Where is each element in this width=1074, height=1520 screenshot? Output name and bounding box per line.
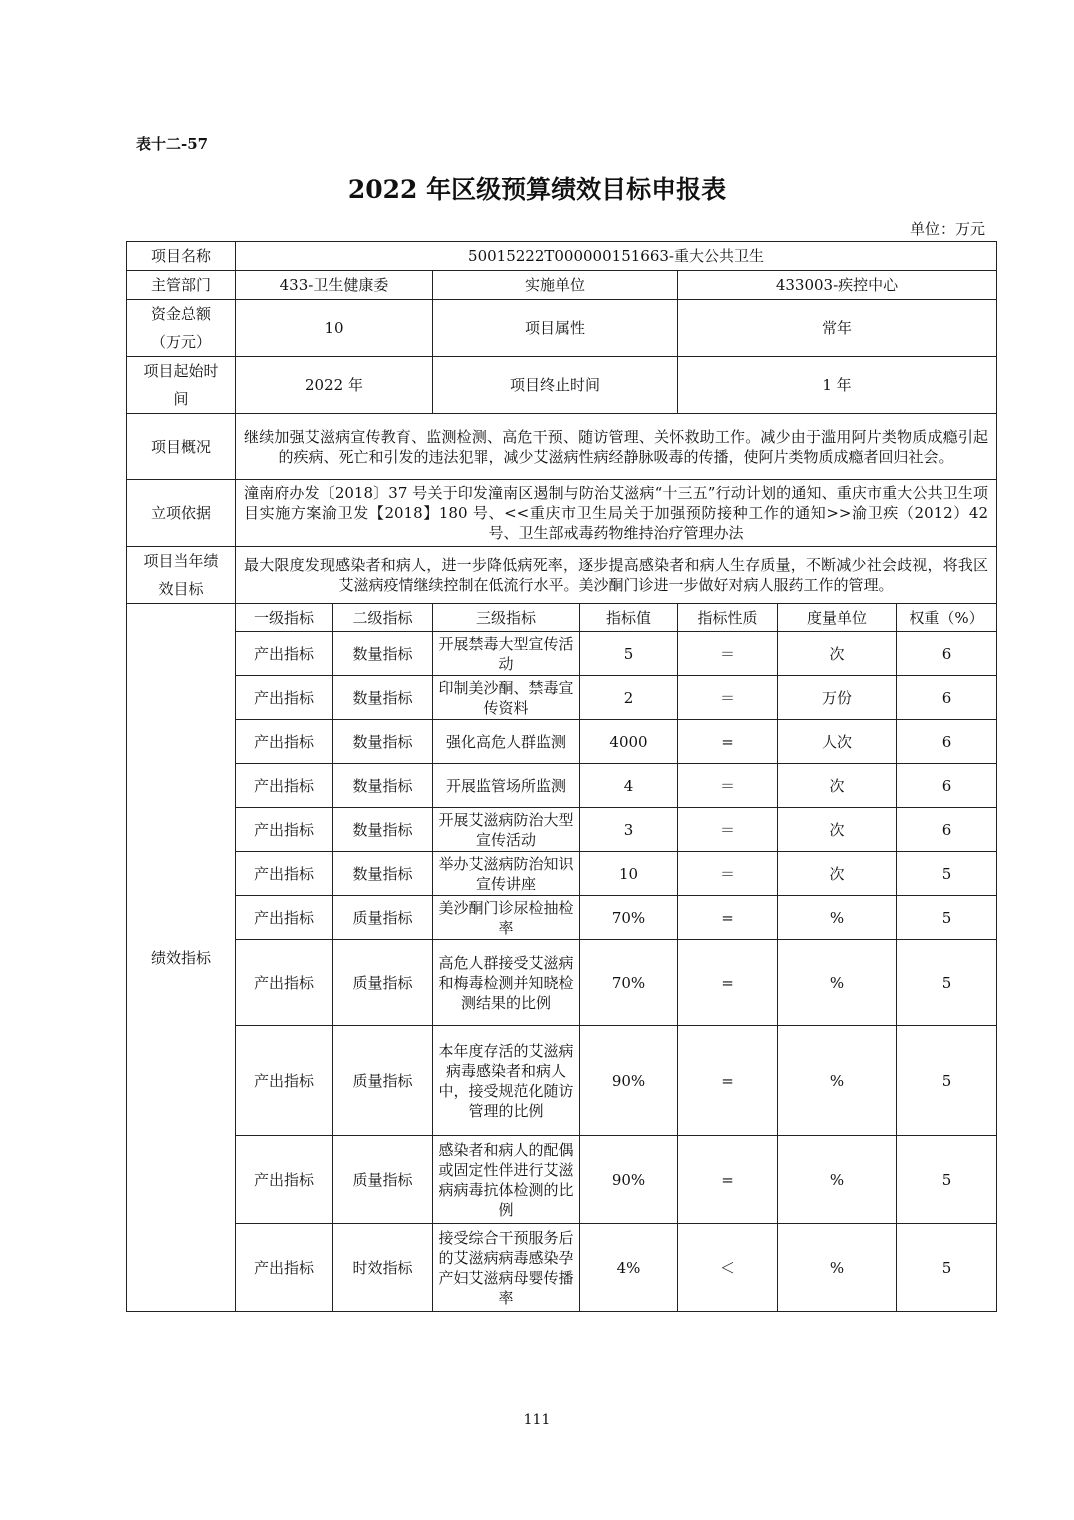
overview-label: 项目概况 [127, 414, 236, 480]
indicator-weight: 6 [897, 764, 997, 808]
indicator-unit: 万份 [778, 676, 897, 720]
end-time-label: 项目终止时间 [433, 357, 678, 414]
indicator-level2: 数量指标 [333, 720, 433, 764]
indicator-level2: 质量指标 [333, 1026, 433, 1136]
col-header-l2: 二级指标 [333, 604, 433, 632]
performance-indicator-label: 绩效指标 [127, 604, 236, 1312]
indicator-level2: 数量指标 [333, 852, 433, 896]
fund-total-value: 10 [236, 300, 433, 357]
indicator-row [127, 808, 997, 852]
dept-label: 主管部门 [127, 271, 236, 300]
indicator-nature: = [678, 720, 778, 764]
indicator-weight: 6 [897, 808, 997, 852]
indicator-nature: ＜ [678, 1224, 778, 1312]
indicator-unit: 次 [778, 808, 897, 852]
indicator-nature: ＝ [678, 808, 778, 852]
indicator-value: 4000 [580, 720, 678, 764]
dept-value: 433-卫生健康委 [236, 271, 433, 300]
indicator-row [127, 940, 997, 1026]
indicator-level1: 产出指标 [236, 896, 333, 940]
indicator-weight: 6 [897, 720, 997, 764]
indicator-row [127, 1224, 997, 1312]
budget-table [126, 241, 997, 1312]
indicator-weight: 5 [897, 1224, 997, 1312]
indicator-nature: = [678, 896, 778, 940]
table-body [127, 242, 997, 1312]
indicator-row [127, 1136, 997, 1224]
indicator-unit: % [778, 896, 897, 940]
col-header-nature: 指标性质 [678, 604, 778, 632]
indicator-row [127, 896, 997, 940]
indicator-level2: 数量指标 [333, 808, 433, 852]
indicator-unit: % [778, 1026, 897, 1136]
indicator-level1: 产出指标 [236, 764, 333, 808]
indicator-level1: 产出指标 [236, 1224, 333, 1312]
basis-value: 潼南府办发〔2018〕37 号关于印发潼南区遏制与防治艾滋病“十三五”行动计划的通知、重庆市重大公共卫生项目实施方案渝卫发【2018】180 号、<<重庆市卫生局关于加强预防接种工作的通知>>渝卫疾（2012）42 号、卫生部戒毒药物维持治疗管理办法 [236, 480, 997, 547]
indicator-nature: ＝ [678, 632, 778, 676]
indicator-row [127, 852, 997, 896]
project-attr-label: 项目属性 [433, 300, 678, 357]
col-header-weight: 权重（%） [897, 604, 997, 632]
indicator-level2: 质量指标 [333, 1136, 433, 1224]
indicator-weight: 5 [897, 896, 997, 940]
indicator-row [127, 1026, 997, 1136]
indicator-level1: 产出指标 [236, 852, 333, 896]
indicator-value: 3 [580, 808, 678, 852]
indicator-level3: 接受综合干预服务后的艾滋病病毒感染孕产妇艾滋病母婴传播率 [433, 1224, 580, 1312]
indicator-value: 2 [580, 676, 678, 720]
indicator-value: 4 [580, 764, 678, 808]
indicator-value: 90% [580, 1136, 678, 1224]
col-header-l3: 三级指标 [433, 604, 580, 632]
indicator-level1: 产出指标 [236, 808, 333, 852]
indicator-unit: 次 [778, 764, 897, 808]
start-time-label: 项目起始时间 [127, 357, 236, 414]
indicator-row [127, 764, 997, 808]
indicator-level2: 质量指标 [333, 896, 433, 940]
indicator-weight: 6 [897, 676, 997, 720]
indicator-level1: 产出指标 [236, 940, 333, 1026]
project-name-label: 项目名称 [127, 242, 236, 271]
indicator-nature: ＝ [678, 764, 778, 808]
indicator-level1: 产出指标 [236, 1026, 333, 1136]
indicator-row [127, 632, 997, 676]
indicator-nature: = [678, 940, 778, 1026]
indicator-unit: % [778, 1224, 897, 1312]
indicator-header-row [127, 604, 997, 632]
indicator-level1: 产出指标 [236, 676, 333, 720]
indicator-unit: 次 [778, 632, 897, 676]
indicator-nature: ＝ [678, 852, 778, 896]
indicator-weight: 5 [897, 1136, 997, 1224]
page-title: 2022 年区级预算绩效目标申报表 [347, 175, 727, 204]
indicator-level2: 时效指标 [333, 1224, 433, 1312]
impl-unit-label: 实施单位 [433, 271, 678, 300]
fund-total-label: 资金总额（万元） [127, 300, 236, 357]
end-time-value: 1 年 [678, 357, 997, 414]
indicator-value: 4% [580, 1224, 678, 1312]
indicator-unit: 次 [778, 852, 897, 896]
overview-value: 继续加强艾滋病宣传教育、监测检测、高危干预、随访管理、关怀救助工作。减少由于滥用阿片类物质成瘾引起的疾病、死亡和引发的违法犯罪，减少艾滋病性病经静脉吸毒的传播，使阿片类物质成瘾者回归社会。 [236, 414, 997, 480]
indicator-weight: 6 [897, 632, 997, 676]
indicator-value: 10 [580, 852, 678, 896]
indicator-level1: 产出指标 [236, 632, 333, 676]
indicator-nature: = [678, 1026, 778, 1136]
indicator-weight: 5 [897, 1026, 997, 1136]
indicator-row [127, 720, 997, 764]
indicator-value: 5 [580, 632, 678, 676]
annual-goal-value: 最大限度发现感染者和病人，进一步降低病死率，逐步提高感染者和病人生存质量，不断减少社会歧视，将我区艾滋病疫情继续控制在低流行水平。美沙酮门诊进一步做好对病人服药工作的管理。 [236, 547, 997, 604]
indicator-level3: 开展禁毒大型宣传活动 [433, 632, 580, 676]
indicator-nature: ＝ [678, 676, 778, 720]
indicator-weight: 5 [897, 852, 997, 896]
indicator-level3: 举办艾滋病防治知识宣传讲座 [433, 852, 580, 896]
indicator-level2: 数量指标 [333, 764, 433, 808]
indicator-level3: 强化高危人群监测 [433, 720, 580, 764]
col-header-value: 指标值 [580, 604, 678, 632]
indicator-unit: % [778, 940, 897, 1026]
indicator-level3: 开展艾滋病防治大型宣传活动 [433, 808, 580, 852]
indicator-level2: 数量指标 [333, 632, 433, 676]
indicator-level3: 感染者和病人的配偶或固定性伴进行艾滋病病毒抗体检测的比例 [433, 1136, 580, 1224]
indicator-level3: 印制美沙酮、禁毒宣传资料 [433, 676, 580, 720]
indicator-level3: 开展监管场所监测 [433, 764, 580, 808]
project-attr-value: 常年 [678, 300, 997, 357]
indicator-value: 70% [580, 896, 678, 940]
indicator-unit: 人次 [778, 720, 897, 764]
unit-label: 单位：万元 [909, 220, 985, 238]
col-header-l1: 一级指标 [236, 604, 333, 632]
indicator-unit: % [778, 1136, 897, 1224]
table-number: 表十二-57 [136, 135, 209, 153]
indicator-weight: 5 [897, 940, 997, 1026]
indicator-level3: 本年度存活的艾滋病病毒感染者和病人中，接受规范化随访管理的比例 [433, 1026, 580, 1136]
start-time-value: 2022 年 [236, 357, 433, 414]
basis-label: 立项依据 [127, 480, 236, 547]
indicator-value: 90% [580, 1026, 678, 1136]
indicator-level1: 产出指标 [236, 720, 333, 764]
annual-goal-label: 项目当年绩效目标 [127, 547, 236, 604]
impl-unit-value: 433003-疾控中心 [678, 271, 997, 300]
indicator-level3: 美沙酮门诊尿检抽检率 [433, 896, 580, 940]
indicator-value: 70% [580, 940, 678, 1026]
col-header-unit: 度量单位 [778, 604, 897, 632]
indicator-level2: 数量指标 [333, 676, 433, 720]
indicator-level2: 质量指标 [333, 940, 433, 1026]
indicator-level3: 高危人群接受艾滋病和梅毒检测并知晓检测结果的比例 [433, 940, 580, 1026]
indicator-level1: 产出指标 [236, 1136, 333, 1224]
page-number: 111 [523, 1412, 551, 1428]
indicator-row [127, 676, 997, 720]
project-name-value: 50015222T000000151663-重大公共卫生 [236, 242, 997, 271]
indicator-nature: = [678, 1136, 778, 1224]
